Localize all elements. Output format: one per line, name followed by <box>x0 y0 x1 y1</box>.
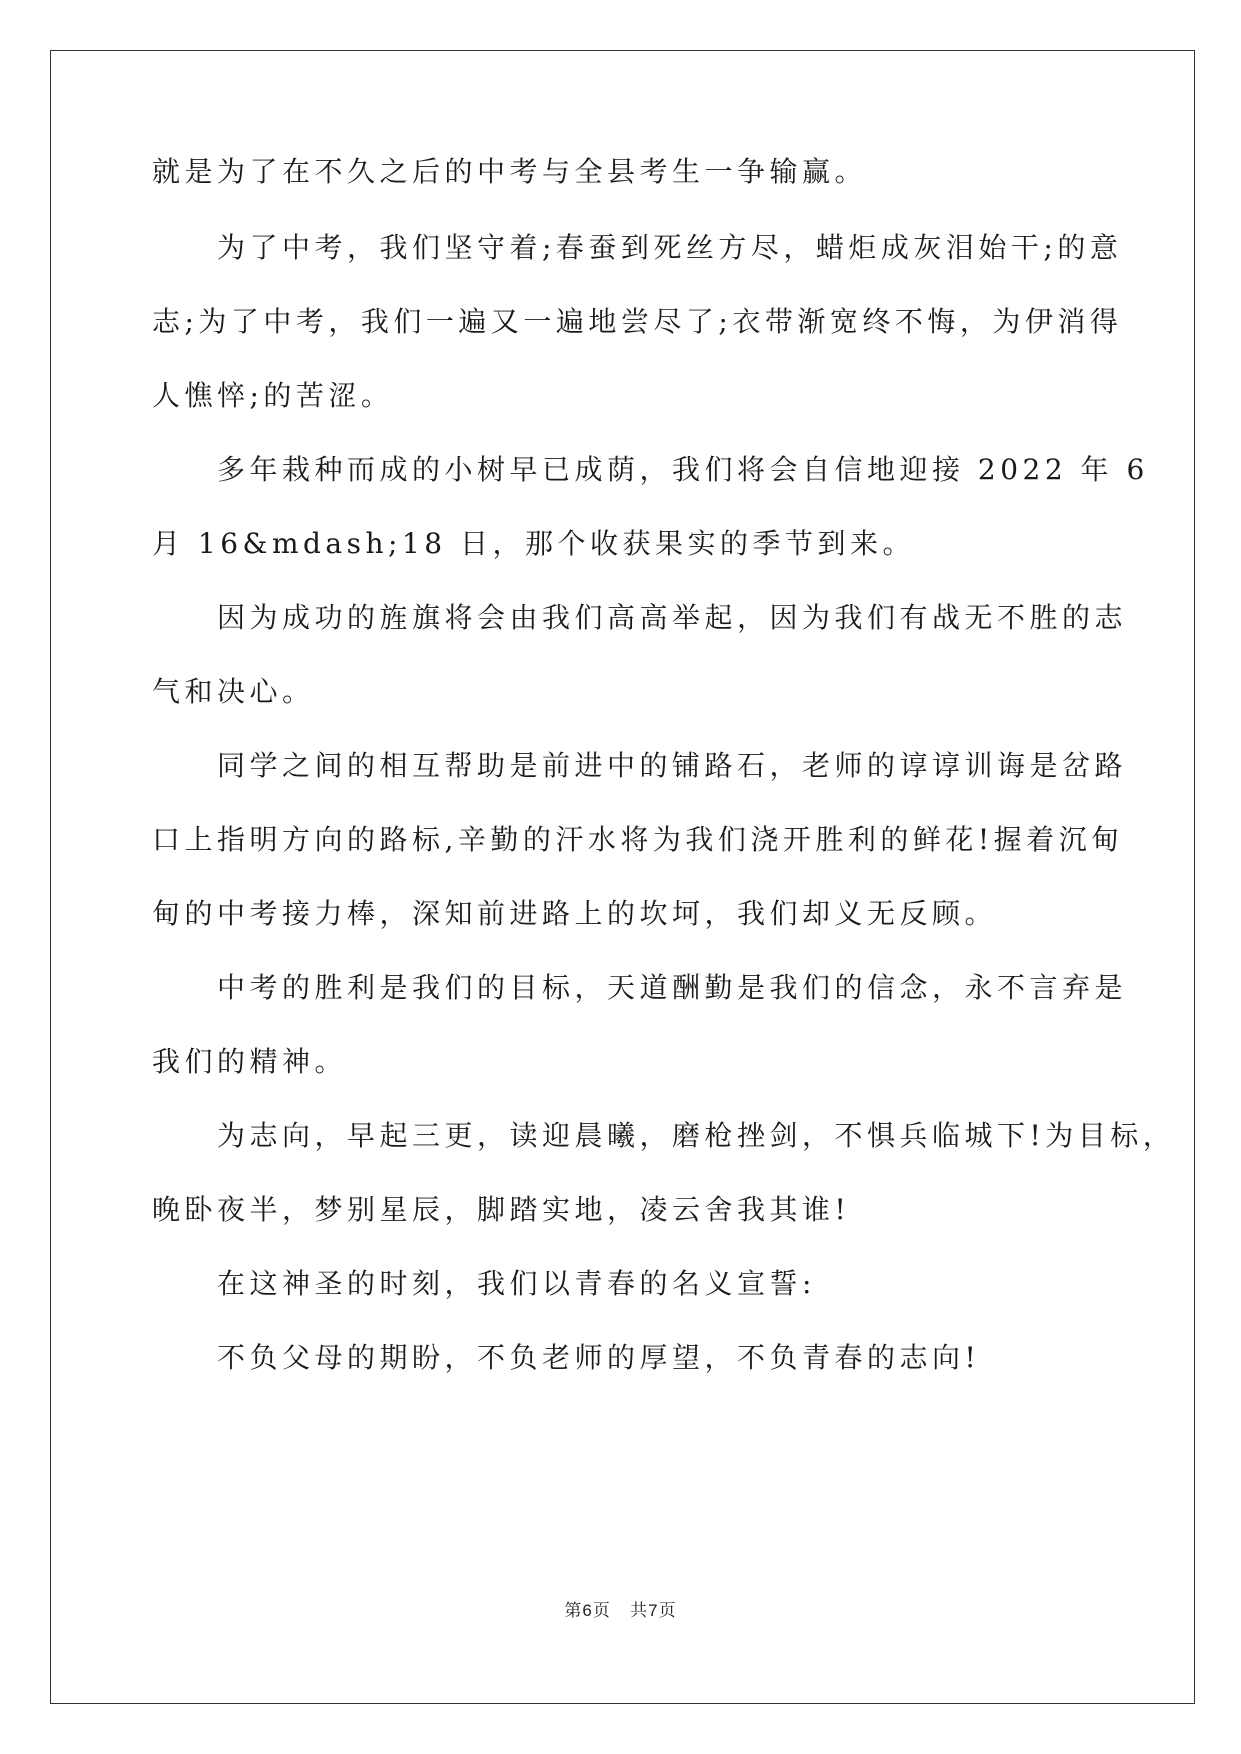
text-line: 不负父母的期盼，不负老师的厚望，不负青春的志向! <box>152 1341 981 1374</box>
text-line: 就是为了在不久之后的中考与全县考生一争输赢。 <box>152 155 868 188</box>
text-line: 为志向，早起三更，读迎晨曦，磨枪挫剑，不惧兵临城下!为目标， <box>152 1119 1176 1152</box>
text-line: 志;为了中考，我们一遍又一遍地尝尽了;衣带渐宽终不悔，为伊消得 <box>152 305 1123 338</box>
page-footer <box>0 1596 1241 1621</box>
text-line: 气和决心。 <box>152 675 315 708</box>
page-border <box>50 50 1195 1704</box>
total-prefix: 共 <box>630 1601 649 1621</box>
text-line: 中考的胜利是我们的目标，天道酬勤是我们的信念，永不言弃是 <box>152 971 1128 1004</box>
text-line: 晚卧夜半，梦别星辰，脚踏实地，凌云舍我其谁! <box>152 1193 851 1226</box>
page-unit: 页 <box>592 1601 611 1621</box>
page-current: 6 <box>582 1601 593 1620</box>
text-line: 为了中考，我们坚守着;春蚕到死丝方尽，蜡炬成灰泪始干;的意 <box>152 231 1123 264</box>
total-unit: 页 <box>658 1601 677 1621</box>
text-line: 口上指明方向的路标,辛勤的汗水将为我们浇开胜利的鲜花!握着沉甸 <box>152 823 1124 856</box>
text-line: 同学之间的相互帮助是前进中的铺路石，老师的谆谆训诲是岔路 <box>152 749 1128 782</box>
page-prefix: 第 <box>564 1601 583 1621</box>
text-line: 我们的精神。 <box>152 1045 348 1078</box>
text-line: 甸的中考接力棒，深知前进路上的坎坷，我们却义无反顾。 <box>152 897 998 930</box>
text-line: 在这神圣的时刻，我们以青春的名义宣誓: <box>152 1267 816 1300</box>
text-line: 因为成功的旌旗将会由我们高高举起，因为我们有战无不胜的志 <box>152 601 1128 634</box>
text-line: 多年栽种而成的小树早已成荫，我们将会自信地迎接 2022 年 6 <box>152 453 1149 486</box>
page-total: 7 <box>648 1601 659 1620</box>
text-line: 人憔悴;的苦涩。 <box>152 379 394 412</box>
text-line: 月 16&mdash;18 日，那个收获果实的季节到来。 <box>152 527 915 560</box>
